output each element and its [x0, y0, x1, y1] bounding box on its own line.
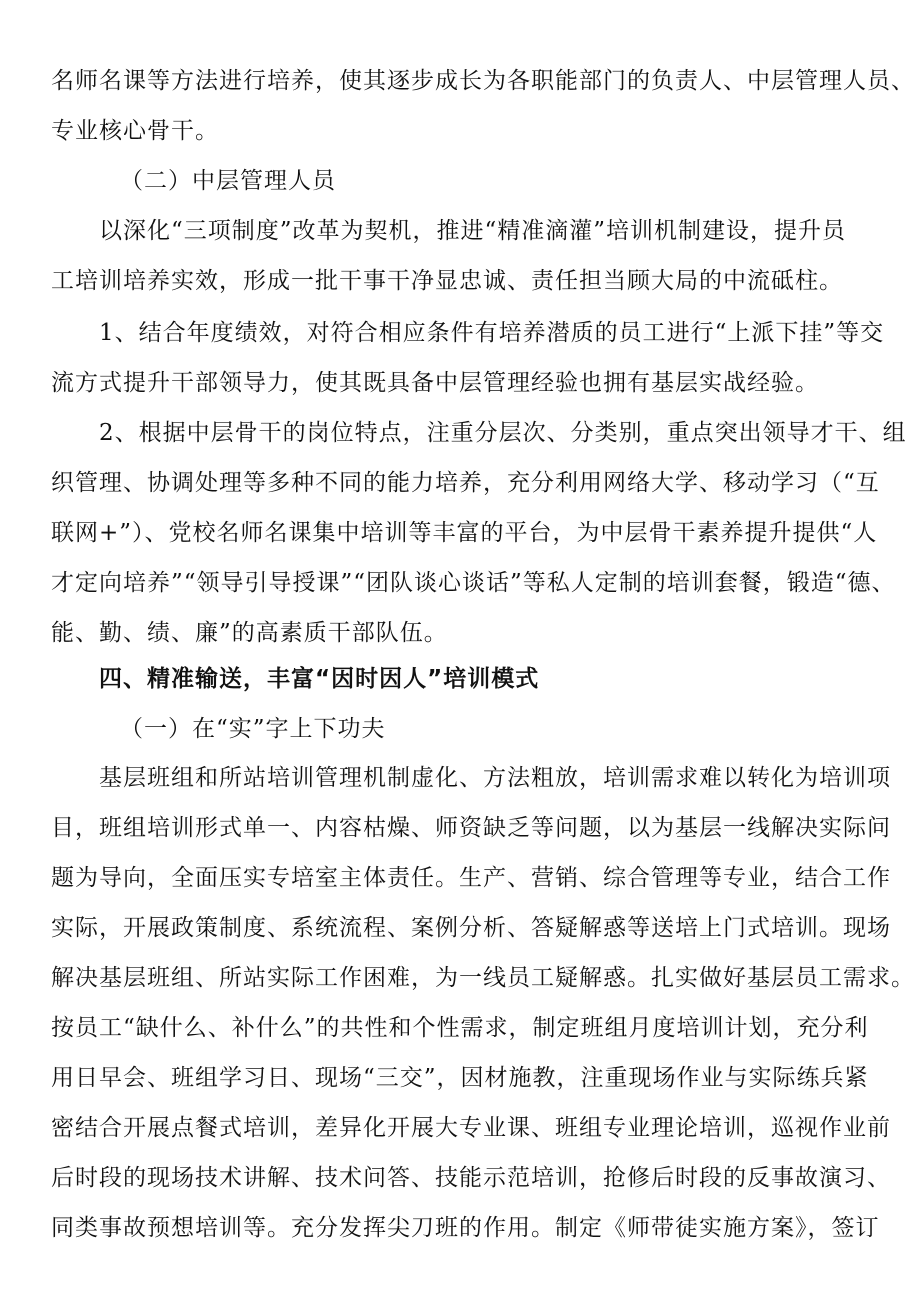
text-line: 织管理、协调处理等多种不同的能力培养，充分利用网络大学、移动学习（“互 — [51, 470, 880, 496]
text-line: 工培训培养实效，形成一批干事干净显忠诚、责任担当顾大局的中流砥柱。 — [51, 268, 843, 294]
text-line: 目，班组培训形式单一、内容枯燥、师资缺乏等问题，以为基层一线解决实际问 — [51, 815, 891, 841]
subheading: （一）在“实”字上下功夫 — [120, 716, 386, 742]
text-line: 按员工“缺什么、补什么”的共性和个性需求，制定班组月度培训计划，充分利 — [51, 1015, 869, 1041]
text-line: 专业核心骨干。 — [51, 118, 219, 144]
paragraph-start: 以深化“三项制度”改革为契机，推进“精准滴灌”培训机制建设，提升员 — [99, 218, 847, 244]
section-heading: 四、精准输送，丰富“因时因人”培训模式 — [99, 666, 540, 692]
text-line: 题为导向，全面压实专培室主体责任。生产、营销、综合管理等专业，结合工作 — [51, 865, 891, 891]
paragraph-start: 基层班组和所站培训管理机制虚化、方法粗放，培训需求难以转化为培训项 — [99, 765, 891, 791]
text-line: 用日早会、班组学习日、现场“三交”，因材施教，注重现场作业与实际练兵紧 — [51, 1065, 869, 1091]
text-line: 解决基层班组、所站实际工作困难，为一线员工疑解惑。扎实做好基层员工需求。 — [51, 965, 915, 991]
subheading: （二）中层管理人员 — [120, 168, 336, 194]
text-line: 名师名课等方法进行培养，使其逐步成长为各职能部门的负责人、中层管理人员、 — [51, 68, 915, 94]
text-line: 后时段的现场技术讲解、技术问答、技能示范培训，抢修后时段的反事故演习、 — [51, 1165, 891, 1191]
text-line: 联网+”）、党校名师名课集中培训等丰富的平台，为中层骨干素养提升提供“人 — [51, 520, 878, 546]
paragraph-start: 2、根据中层骨干的岗位特点，注重分层次、分类别，重点突出领导才干、组 — [99, 420, 907, 446]
text-line: 实际，开展政策制度、系统流程、案例分析、答疑解惑等送培上门式培训。现场 — [51, 915, 891, 941]
paragraph-start: 1、结合年度绩效，对符合相应条件有培养潜质的员工进行“上派下挂”等交 — [99, 320, 885, 346]
text-line: 同类事故预想培训等。充分发挥尖刀班的作用。制定《师带徒实施方案》，签订 — [51, 1215, 880, 1241]
text-line: 流方式提升干部领导力，使其既具备中层管理经验也拥有基层实战经验。 — [51, 370, 819, 396]
text-line: 才定向培养”“领导引导授课”“团队谈心谈话”等私人定制的培训套餐，锻造“德、 — [51, 570, 896, 596]
text-line: 密结合开展点餐式培训，差异化开展大专业课、班组专业理论培训，巡视作业前 — [51, 1115, 891, 1141]
text-line: 能、勤、绩、廉”的高素质干部队伍。 — [51, 620, 448, 646]
